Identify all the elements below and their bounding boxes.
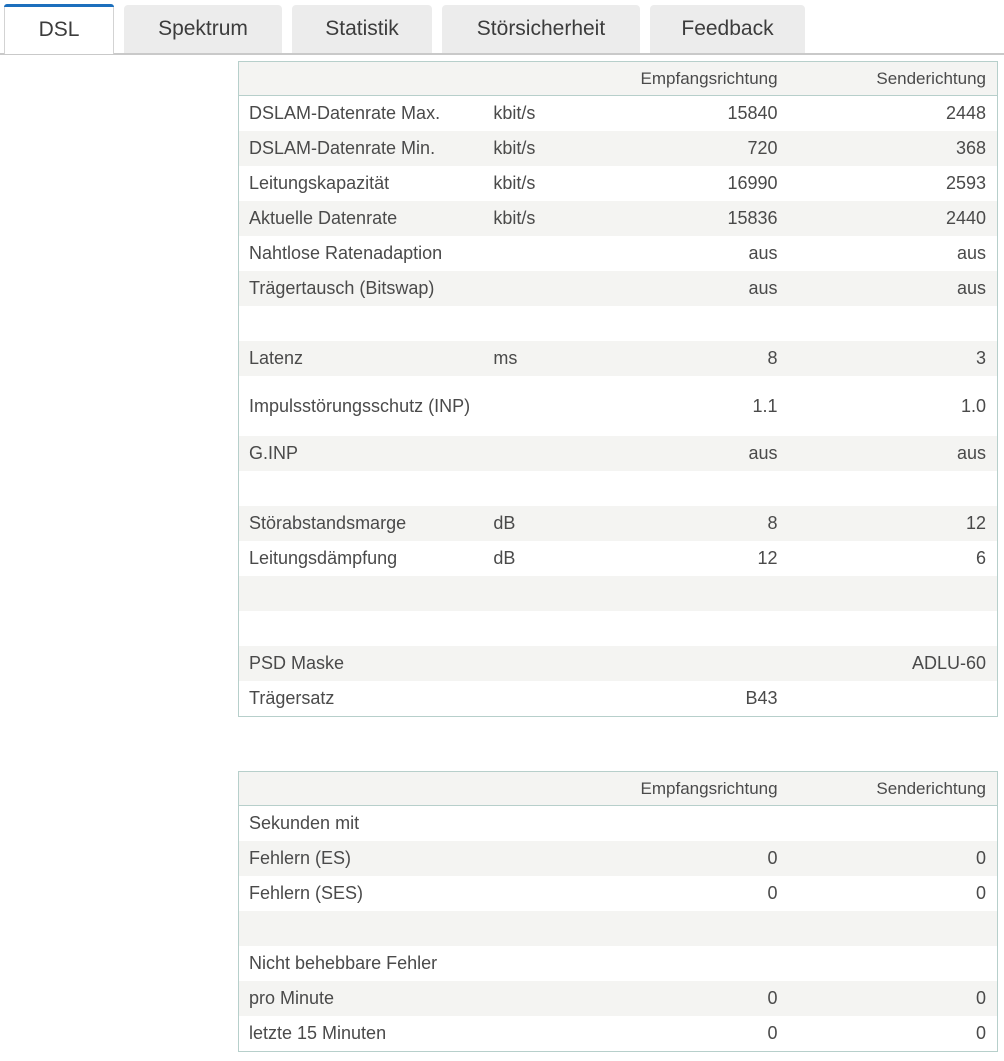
row-downstream-value: 15836 — [727, 208, 778, 228]
table-row — [239, 201, 997, 236]
row-label: pro Minute — [249, 988, 335, 1008]
row-upstream-value: aus — [956, 443, 986, 463]
table-row — [239, 271, 997, 306]
header-upstream: Senderichtung — [876, 68, 986, 88]
row-unit: dB — [493, 548, 516, 568]
tab-statistik[interactable]: Statistik — [292, 5, 432, 53]
row-upstream-value: aus — [956, 278, 986, 298]
row-downstream-value: 8 — [767, 513, 778, 533]
row-label: Trägersatz — [249, 688, 335, 708]
table-body — [239, 806, 997, 1051]
row-label: G.INP — [249, 443, 299, 463]
row-label: Fehlern (SES) — [249, 883, 364, 903]
row-upstream-value: 2593 — [945, 173, 986, 193]
row-downstream-value: 12 — [757, 548, 778, 568]
row-downstream-value: 720 — [747, 138, 778, 158]
row-upstream-value: 368 — [955, 138, 986, 158]
row-unit: kbit/s — [493, 173, 536, 193]
row-label: Trägertausch (Bitswap) — [249, 278, 435, 298]
table-row — [239, 376, 997, 436]
table-row — [239, 611, 997, 646]
table-row — [239, 471, 997, 506]
row-label: Aktuelle Datenrate — [249, 208, 398, 228]
row-downstream-value: aus — [748, 278, 778, 298]
row-downstream-value: aus — [748, 243, 778, 263]
table-row — [239, 506, 997, 541]
tab-dsl[interactable]: DSL — [4, 4, 114, 54]
table-row — [239, 911, 997, 946]
row-upstream-value: 0 — [975, 988, 986, 1008]
tab-spektrum[interactable]: Spektrum — [124, 5, 282, 53]
table-row — [239, 576, 997, 611]
row-unit: kbit/s — [493, 208, 536, 228]
row-unit: ms — [493, 348, 518, 368]
table-header — [239, 772, 997, 806]
row-upstream-value: 1.0 — [960, 395, 986, 416]
row-downstream-value: 16990 — [727, 173, 778, 193]
row-label: DSLAM-Datenrate Min. — [249, 138, 436, 158]
row-upstream-value: 6 — [975, 548, 986, 568]
table-body — [239, 96, 997, 716]
row-label: Leitungskapazität — [249, 173, 390, 193]
tab-stoersicherheit[interactable]: Störsicherheit — [442, 5, 640, 53]
row-unit: kbit/s — [493, 103, 536, 123]
header-downstream: Empfangsrichtung — [640, 778, 778, 798]
row-upstream-value: aus — [956, 243, 986, 263]
row-upstream-value: 2440 — [945, 208, 986, 228]
table-row — [239, 436, 997, 471]
table-row — [239, 841, 997, 876]
table-row — [239, 306, 997, 341]
row-downstream-value: 8 — [767, 348, 778, 368]
table-row — [239, 946, 997, 981]
header-upstream: Senderichtung — [876, 778, 986, 798]
tab-feedback[interactable]: Feedback — [650, 5, 805, 53]
row-label: DSLAM-Datenrate Max. — [249, 103, 441, 123]
row-upstream-value: 0 — [975, 883, 986, 903]
row-downstream-value: 0 — [767, 988, 778, 1008]
row-label: Fehlern (ES) — [249, 848, 352, 868]
row-label: Leitungsdämpfung — [249, 548, 398, 568]
row-upstream-value: 12 — [965, 513, 986, 533]
row-label: Latenz — [249, 348, 304, 368]
row-label: Nahtlose Ratenadaption — [249, 243, 443, 263]
row-downstream-value: 0 — [767, 1023, 778, 1043]
table-row — [239, 341, 997, 376]
table-row — [239, 541, 997, 576]
table-row — [239, 131, 997, 166]
row-label: Nicht behebbare Fehler — [249, 953, 438, 973]
row-downstream-value: aus — [748, 443, 778, 463]
row-upstream-value: 0 — [975, 848, 986, 868]
row-upstream-value: ADLU-60 — [911, 653, 986, 673]
table-row — [239, 96, 997, 131]
row-downstream-value: 0 — [767, 883, 778, 903]
table-row — [239, 806, 997, 841]
row-label: Störabstandsmarge — [249, 513, 407, 533]
row-label: letzte 15 Minuten — [249, 1023, 387, 1043]
row-label: PSD Maske — [249, 653, 345, 673]
table-row — [239, 166, 997, 201]
row-upstream-value: 2448 — [945, 103, 986, 123]
tab-bar — [0, 0, 1004, 55]
dsl-info-table — [238, 61, 998, 717]
header-downstream: Empfangsrichtung — [640, 68, 778, 88]
row-downstream-value: 15840 — [727, 103, 778, 123]
row-upstream-value: 0 — [975, 1023, 986, 1043]
row-unit: kbit/s — [493, 138, 536, 158]
row-upstream-value: 3 — [975, 348, 986, 368]
row-unit: dB — [493, 513, 516, 533]
row-label: Impulsstörungsschutz (INP) — [249, 395, 471, 416]
table-header — [239, 62, 997, 96]
error-stats-table — [238, 771, 998, 1052]
row-downstream-value: 1.1 — [752, 395, 778, 416]
tab-bar-divider — [0, 53, 1004, 55]
row-downstream-value: 0 — [767, 848, 778, 868]
table-row — [239, 981, 997, 1016]
row-label: Sekunden mit — [249, 813, 360, 833]
table-row — [239, 646, 997, 681]
table-row — [239, 681, 997, 716]
row-downstream-value: B43 — [745, 688, 778, 708]
table-row — [239, 1016, 997, 1051]
table-row — [239, 236, 997, 271]
table-row — [239, 876, 997, 911]
